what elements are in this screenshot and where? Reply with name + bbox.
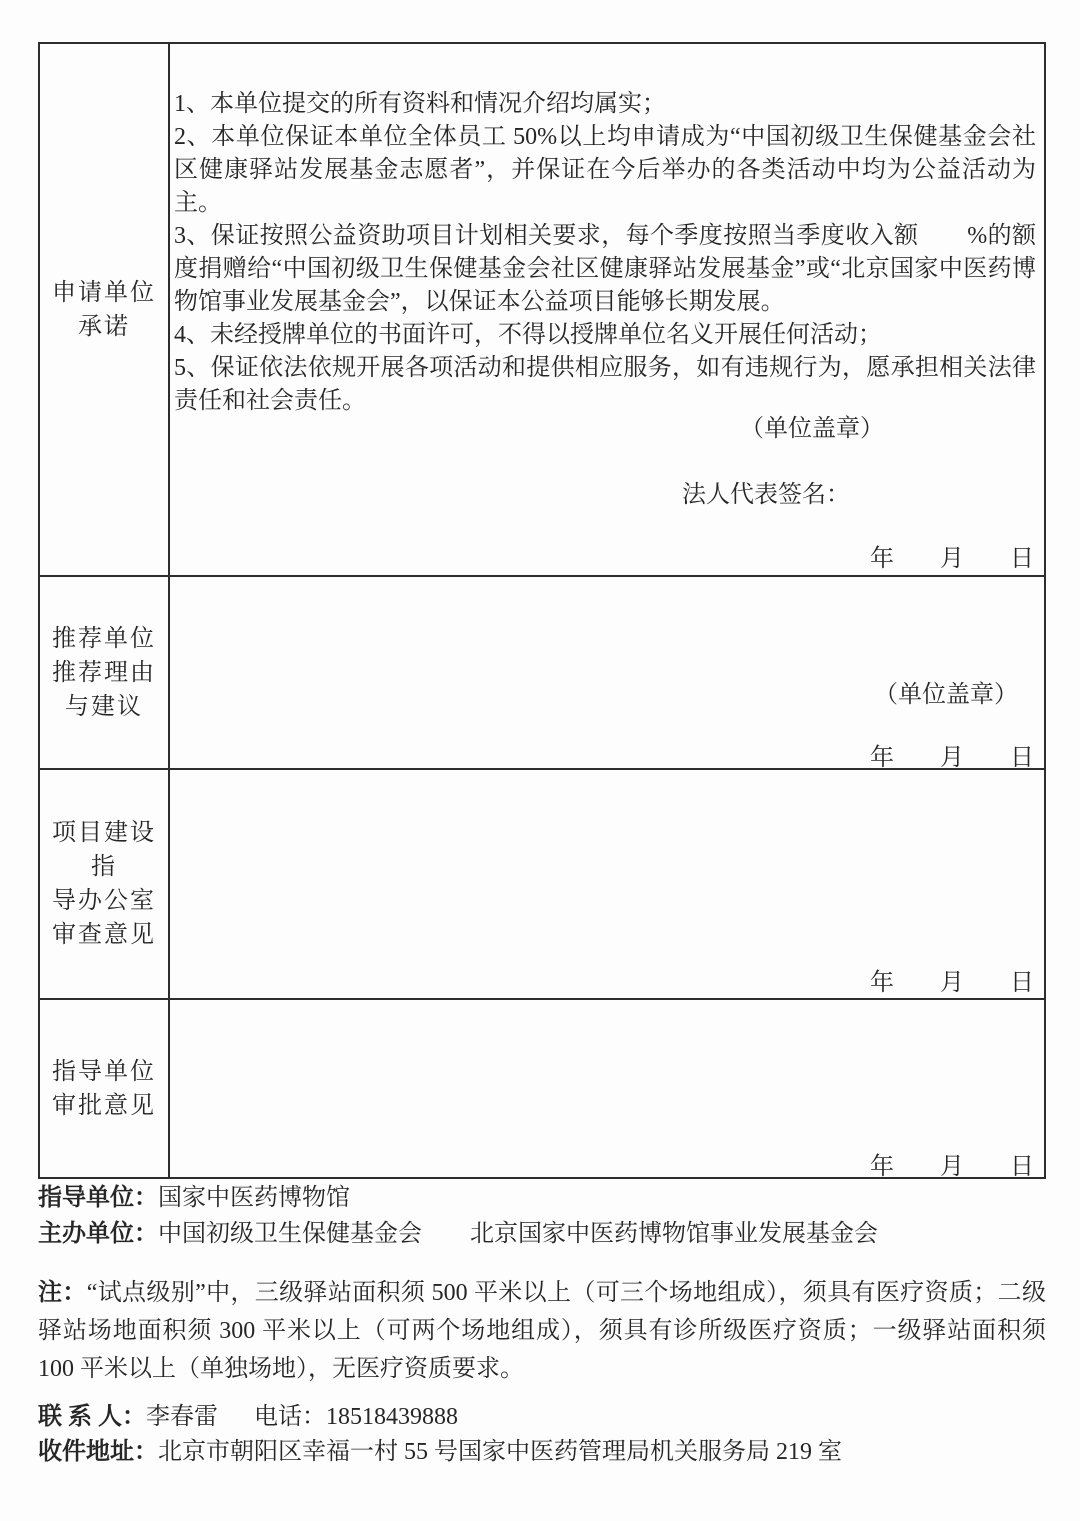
- commitment-item-2: 2、本单位保证本单位全体员工 50%以上均申请成为“中国初级卫生保健基金会社区健康驿站发展基金志愿者”，并保证在今后举办的各类活动中均为公益活动为主。: [174, 124, 1036, 216]
- label-line: 申请单位: [52, 279, 156, 306]
- date-blank-line: 年 月 日: [870, 970, 1034, 996]
- label-line: 推荐理由: [52, 659, 156, 686]
- commitment-text-block: [170, 44, 1044, 418]
- guide-unit-line: [38, 1181, 350, 1215]
- address-value: 北京市朝阳区幸福一村 55 号国家中医药管理局机关服务局 219 室: [158, 1439, 842, 1465]
- legal-representative-signature-label: 法人代表签名：: [682, 482, 850, 508]
- contact-label: 联 系 人：: [38, 1404, 146, 1430]
- table-row-guide-approval: [40, 1000, 1044, 1180]
- guide-unit-label: 指导单位：: [38, 1185, 158, 1211]
- date-blank-line: 年 月 日: [870, 1154, 1034, 1180]
- address-line: [38, 1435, 842, 1469]
- label-line: 与建议: [65, 693, 143, 720]
- row-label-applicant-commitment: [40, 44, 170, 575]
- guide-approval-cell: [170, 1000, 1044, 1180]
- label-line: 指导单位: [52, 1058, 156, 1085]
- row-label-recommendation: [40, 577, 170, 768]
- label-line: 项目建设指: [52, 820, 156, 880]
- commitment-item-5: 5、保证依法依规开展各项活动和提供相应服务，如有违规行为，愿承担相关法律责任和社会责任。: [174, 355, 1036, 414]
- note-label: 注：: [38, 1280, 87, 1306]
- note-paragraph: [38, 1274, 1046, 1388]
- note-text: “试点级别”中，三级驿站面积须 500 平米以上（可三个场地组成），须具有医疗资质；二级驿站场地面积须 300 平米以上（可两个场地组成），须具有诊所级医疗资质；一级驿站面积须 100 平米以上（单独场地），无医疗资质要求。: [38, 1280, 1046, 1382]
- host-unit-value: 中国初级卫生保健基金会 北京国家中医药博物馆事业发展基金会: [158, 1221, 878, 1247]
- host-unit-line: [38, 1217, 878, 1251]
- date-blank-line: 年 月 日: [870, 546, 1034, 572]
- table-row-office-review: [40, 770, 1044, 1000]
- phone-label: 电话：: [254, 1404, 326, 1430]
- address-label: 收件地址：: [38, 1439, 158, 1465]
- contact-name: 李春雷: [146, 1404, 218, 1430]
- contact-line: [38, 1400, 458, 1434]
- table-row-applicant-commitment: [40, 44, 1044, 577]
- table-row-recommendation: [40, 577, 1044, 770]
- commitment-item-1: 1、本单位提交的所有资料和情况介绍均属实；: [174, 91, 666, 117]
- date-blank-line: 年 月 日: [870, 745, 1034, 771]
- applicant-commitment-cell: [170, 44, 1044, 575]
- row-label-office-review: [40, 770, 170, 998]
- label-line: 导办公室: [52, 888, 156, 914]
- commitment-item-3: 3、保证按照公益资助项目计划相关要求，每个季度按照当季度收入额 %的额度捐赠给“中国初级卫生保健基金会社区健康驿站发展基金”或“北京国家中医药博物馆事业发展基金会”，以保证本公益项目能够长期发展。: [174, 223, 1036, 315]
- phone-value: 18518439888: [326, 1404, 458, 1430]
- label-line: 承诺: [78, 313, 130, 340]
- guide-unit-value: 国家中医药博物馆: [158, 1185, 350, 1211]
- label-line: 审查意见: [52, 922, 156, 948]
- row-label-guide-approval: [40, 1000, 170, 1177]
- host-unit-label: 主办单位：: [38, 1221, 158, 1247]
- commitment-item-4: 4、未经授牌单位的书面许可，不得以授牌单位名义开展任何活动；: [174, 322, 882, 348]
- recommendation-cell: [170, 577, 1044, 771]
- label-line: 审批意见: [52, 1092, 156, 1119]
- office-review-cell: [170, 770, 1044, 998]
- unit-seal-placeholder: （单位盖章）: [874, 682, 1018, 708]
- unit-seal-placeholder: （单位盖章）: [740, 416, 884, 442]
- label-line: 推荐单位: [52, 625, 156, 652]
- application-form-table: [38, 42, 1046, 1179]
